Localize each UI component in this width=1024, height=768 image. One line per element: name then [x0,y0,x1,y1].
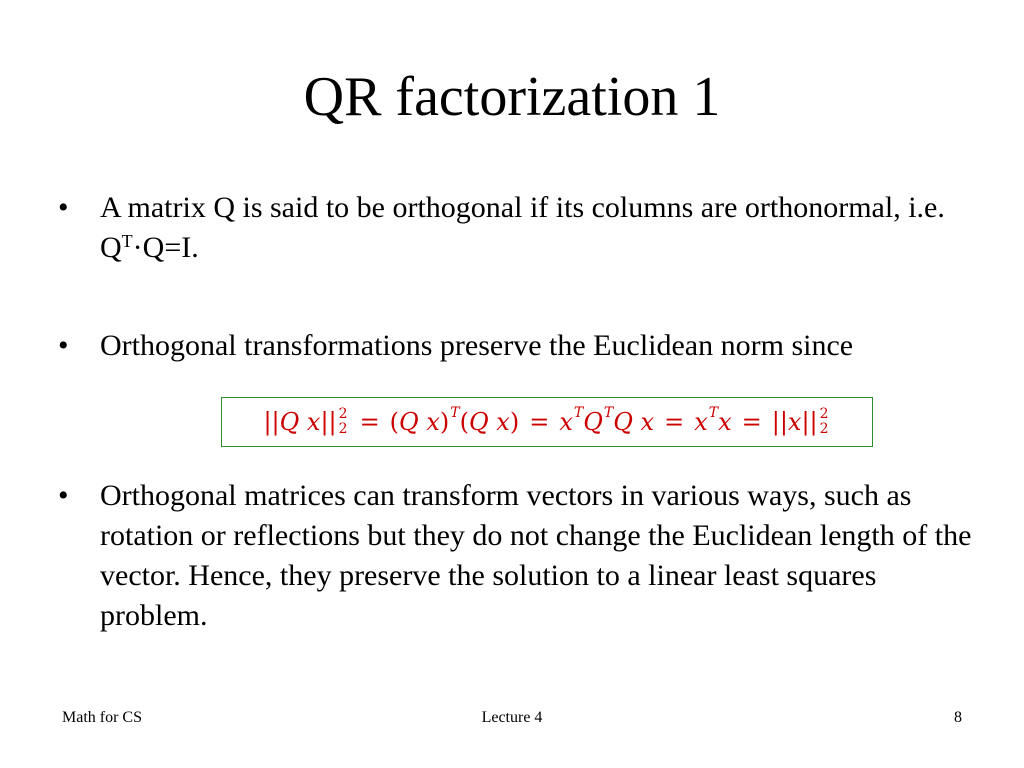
transpose-superscript: T [121,231,133,251]
bullet-icon: • [58,191,69,224]
slide-title: QR factorization 1 [303,66,721,128]
norm-equation: || Q x || 2 2 = ( Q x ) T ( Q x ) = x T Q T Q x = x T x = || x || 2 2 [263,405,829,437]
bullet-text: Orthogonal transformations preserve the Euclidean norm since [100,329,854,362]
equation-box [221,397,873,447]
bullet-text-tail: ·Q=I. [132,231,199,264]
bullet-item-norm-preservation [58,326,978,366]
bullet-icon: • [58,479,69,512]
footer-page-number: 8 [954,709,962,726]
footer-course-name: Math for CS [62,709,142,726]
bullet-text: Orthogonal matrices can transform vectors in various ways, such as rotation or reflections but they do not change the Euclidean length of the vector. Hence, they preserve the solution to a linear least squares problem. [100,479,972,632]
footer-lecture: Lecture 4 [481,709,543,726]
bullet-text [100,188,978,268]
bullet-item-orthogonal-definition [58,188,978,268]
bullet-text-main: A matrix Q is said to be orthogonal if its columns are orthonormal, i.e. Q [100,191,945,264]
bullet-icon: • [58,329,69,362]
bullet-item-orthogonal-matrices [58,476,978,636]
